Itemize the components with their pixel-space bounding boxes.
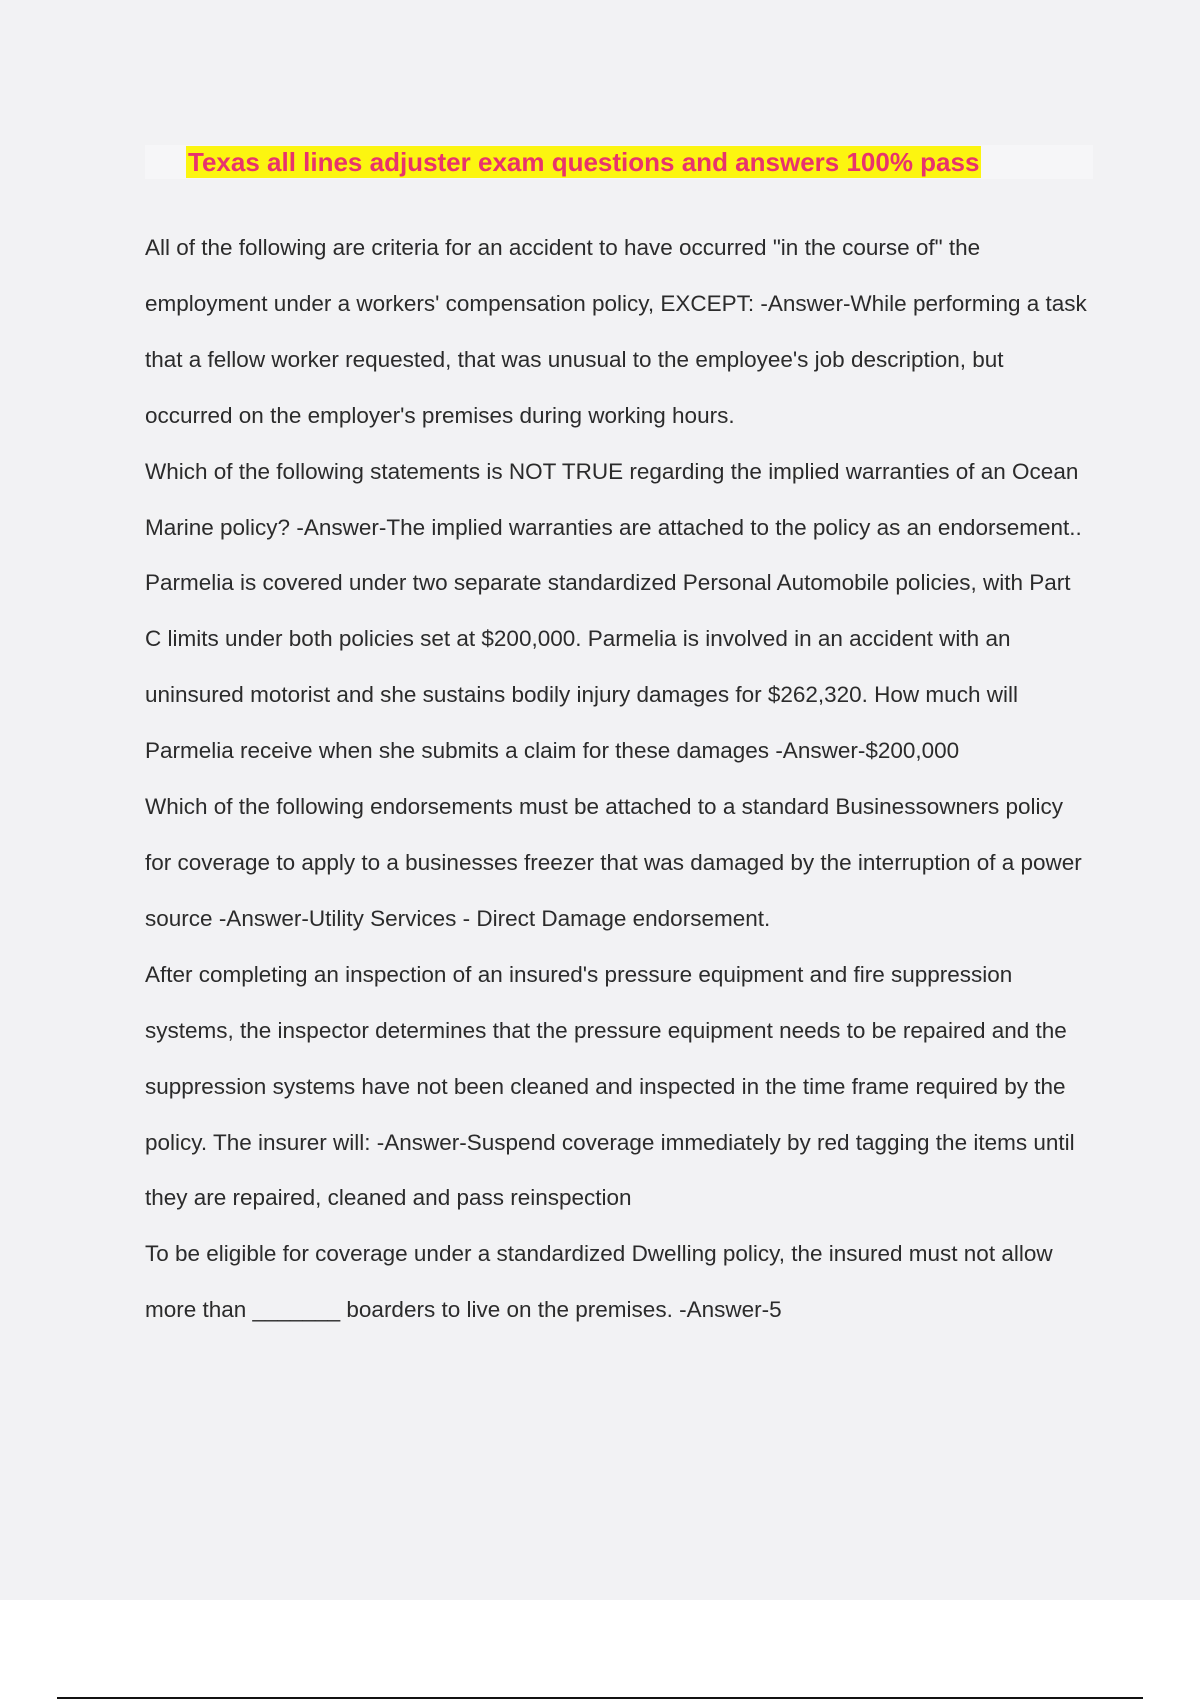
- qa-item: [145, 555, 1090, 779]
- footer-rule: [57, 1697, 1143, 1699]
- answer-text: -Answer-Utility Services - Direct Damage endorsement.: [218, 905, 771, 931]
- qa-list: [145, 220, 1090, 1338]
- answer-text: -Answer-$200,000: [775, 738, 960, 764]
- qa-item: [145, 779, 1090, 947]
- question-text: To be eligible for coverage under a standardized Dwelling policy, the insured must not allow more than _______ boarders to live on the premises.: [145, 1241, 1053, 1323]
- qa-item: [145, 220, 1090, 444]
- question-text: Which of the following endorsements must be attached to a standard Businessowners policy for coverage to apply to a businesses freezer that was damaged by the interruption of a power source: [145, 794, 1082, 931]
- question-text: Which of the following statements is NOT TRUE regarding the implied warranties of an Ocean Marine policy?: [145, 458, 1079, 540]
- document-title: Texas all lines adjuster exam questions and answers 100% pass: [188, 147, 980, 177]
- answer-text: -Answer-5: [679, 1297, 782, 1323]
- answer-text: -Answer-While performing a task that a fellow worker requested, that was unusual to the employee's job description, but occurred on the employer's premises during working hours.: [145, 290, 1087, 428]
- answer-text: -Answer-Suspend coverage immediately by red tagging the items until they are repaired, cleaned and pass reinspection: [145, 1129, 1075, 1211]
- qa-item: [145, 947, 1090, 1227]
- question-text: After completing an inspection of an insured's pressure equipment and fire suppression systems, the inspector determines that the pressure equipment needs to be repaired and the suppression systems have not been cleaned and inspected in the time frame required by the policy. The insurer will:: [145, 961, 1067, 1155]
- answer-text: -Answer-The implied warranties are attached to the policy as an endorsement..: [296, 514, 1082, 540]
- question-text: Parmelia is covered under two separate standardized Personal Automobile policies, with Part C limits under both policies set at $200,000. Parmelia is involved in an accident with an uninsured motorist and she sustains bodily injury damages for $262,320. How much will Parmelia receive when she submits a claim for these damages: [145, 570, 1071, 764]
- qa-item: [145, 1226, 1090, 1338]
- question-text: All of the following are criteria for an accident to have occurred "in the course of" the employment under a workers' compensation policy, EXCEPT:: [145, 235, 981, 316]
- qa-item: [145, 444, 1090, 556]
